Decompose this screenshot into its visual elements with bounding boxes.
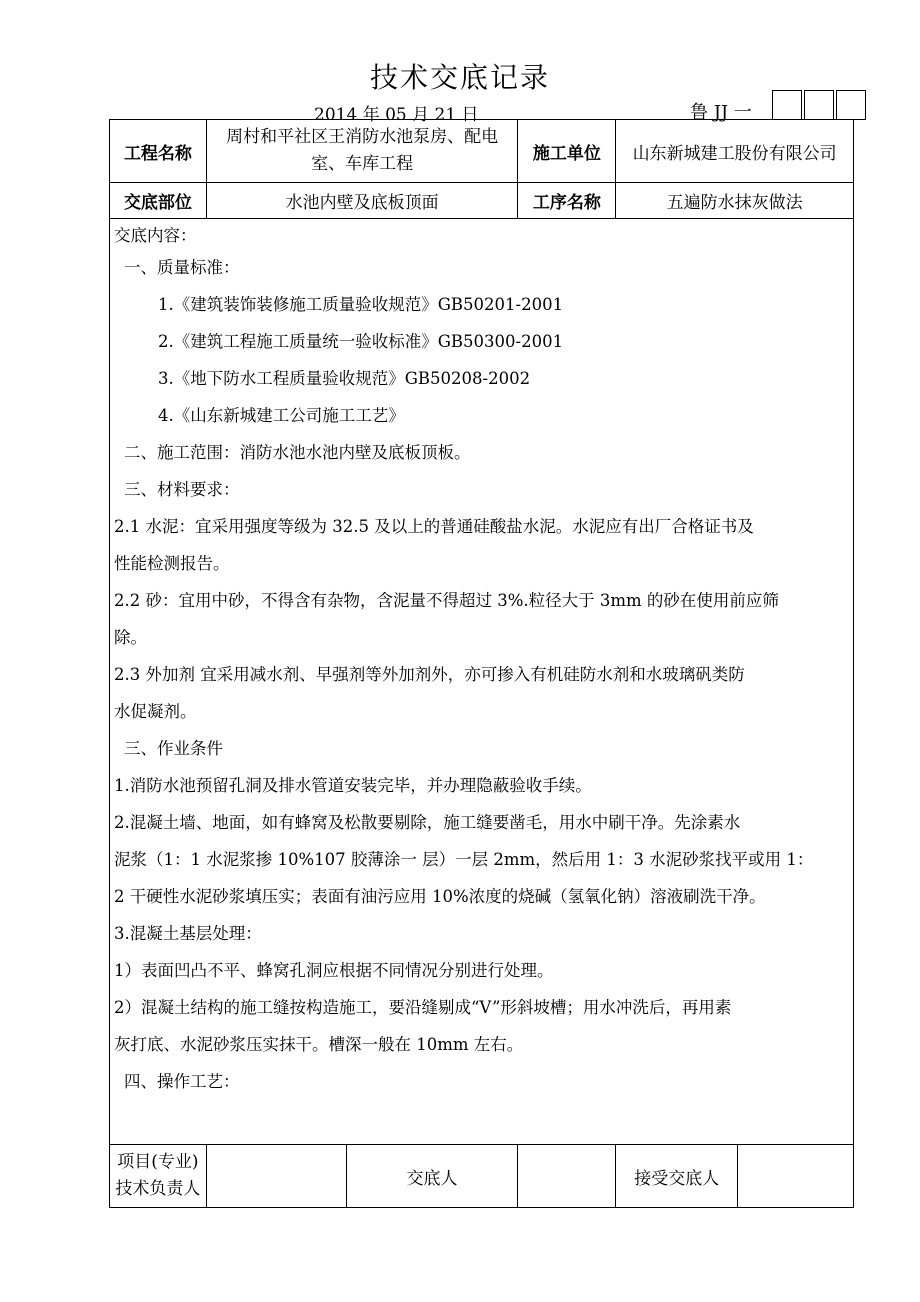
content-line: 2.1 水泥：宜采用强度等级为 32.5 及以上的普通硅酸盐水泥。水泥应有出厂合格证书及: [114, 517, 754, 536]
document-title: 技术交底记录: [369, 61, 550, 94]
content-line: 三、材料要求：: [124, 480, 240, 499]
code-boxes: [772, 90, 868, 120]
content-line: 3.混凝土基层处理：: [114, 924, 262, 943]
content-line: 水促凝剂。: [114, 702, 197, 721]
content-line: 四、操作工艺：: [124, 1072, 240, 1091]
receiver-signature-field[interactable]: [738, 1145, 854, 1208]
content-line: 除。: [114, 628, 147, 647]
process-value: 五遍防水抹灰做法: [616, 183, 854, 219]
content-line: 1.消防水池预留孔洞及排水管道安装完毕，并办理隐蔽验收手续。: [114, 776, 592, 795]
content-line: 2.《建筑工程施工质量统一验收标准》GB50300-2001: [158, 332, 564, 351]
contractor-value: 山东新城建工股份有限公司: [616, 120, 854, 183]
process-label: 工序名称: [518, 183, 616, 219]
document-date: 2014 年 05 月 21 日: [314, 105, 479, 125]
discloser-label: 交底人: [346, 1145, 518, 1208]
content-line: 2.3 外加剂 宜采用减水剂、早强剂等外加剂外，亦可掺入有机硅防水剂和水玻璃矾类防: [114, 665, 745, 684]
content-line: 1.《建筑装饰装修施工质量验收规范》GB50201-2001: [158, 295, 564, 314]
project-name-value: 周村和平社区王消防水池泵房、配电室、车库工程: [206, 120, 518, 183]
manager-label-line: 技术负责人: [115, 1179, 201, 1199]
manager-label-line: 项目(专业): [117, 1152, 199, 1172]
content-line: 泥浆（1：1 水泥浆掺 10%107 胶薄涂一 层）一层 2mm，然后用 1：3 水泥砂浆找平或用 1：: [114, 850, 814, 869]
manager-label: [110, 1145, 207, 1208]
content-line: 1）表面凹凸不平、蜂窝孔洞应根据不同情况分别进行处理。: [114, 961, 554, 980]
code-box[interactable]: [804, 90, 834, 120]
disclosure-table: [109, 119, 854, 1208]
code-box[interactable]: [772, 90, 802, 120]
content-line: 2 干硬性水泥砂浆填压实；表面有油污应用 10%浓度的烧碱（氢氧化钠）溶液刷洗干净。: [114, 887, 766, 906]
content-heading: 交底内容：: [114, 226, 197, 245]
discloser-signature-field[interactable]: [518, 1145, 616, 1208]
code-box[interactable]: [836, 90, 866, 120]
content-line: 三、作业条件: [124, 739, 223, 758]
content-line: 2.混凝土墙、地面，如有蜂窝及松散要剔除，施工缝要凿毛，用水中刷干净。先涂素水: [114, 813, 741, 832]
receiver-label: 接受交底人: [616, 1145, 738, 1208]
content-cell: [110, 219, 854, 1145]
project-name-label: 工程名称: [110, 120, 207, 183]
location-value: 水池内壁及底板顶面: [206, 183, 518, 219]
manager-signature-field[interactable]: [206, 1145, 346, 1208]
document-code: 鲁 JJ 一: [690, 102, 752, 123]
content-line: 3.《地下防水工程质量验收规范》GB50208-2002: [158, 369, 531, 388]
contractor-label: 施工单位: [518, 120, 616, 183]
content-line: 灰打底、水泥砂浆压实抹干。槽深一般在 10mm 左右。: [114, 1035, 524, 1054]
content-line: 2.2 砂：宜用中砂，不得含有杂物，含泥量不得超过 3%.粒径大于 3mm 的砂在使用前应筛: [114, 591, 779, 610]
content-line: 一、质量标准：: [124, 258, 240, 277]
content-line: 4.《山东新城建工公司施工工艺》: [158, 406, 405, 425]
content-line: 性能检测报告。: [114, 554, 230, 573]
location-label: 交底部位: [110, 183, 207, 219]
content-line: 二、施工范围：消防水池水池内壁及底板顶板。: [124, 443, 471, 462]
content-line: 2）混凝土结构的施工缝按构造施工，要沿缝剔成“V”形斜坡槽；用水冲洗后，再用素: [114, 998, 732, 1017]
content-lines: [114, 249, 851, 1100]
